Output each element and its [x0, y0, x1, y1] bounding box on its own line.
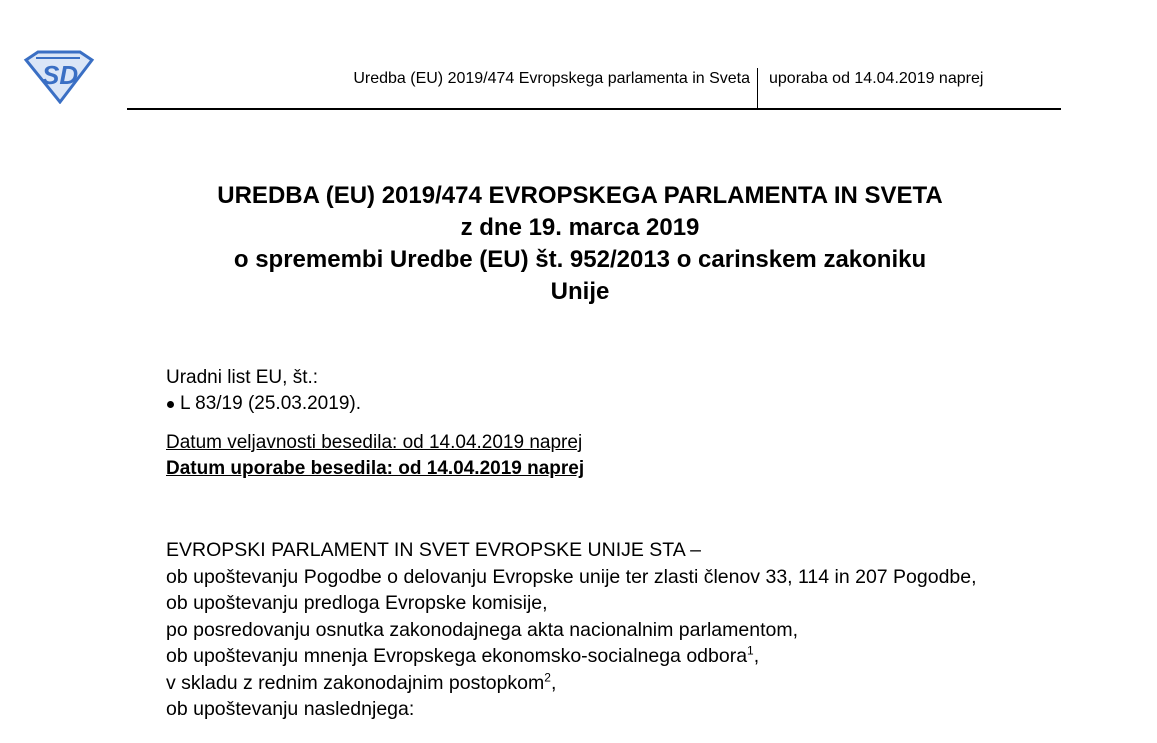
publication-item-text: L 83/19 (25.03.2019).	[180, 393, 361, 414]
title-line-2: z dne 19. marca 2019	[460, 214, 700, 241]
publication-label: Uradni list EU, št.:	[166, 367, 319, 388]
preamble-paragraph: ob upoštevanju naslednjega:	[166, 698, 415, 720]
header-divider	[757, 68, 758, 108]
validity-dates	[166, 430, 584, 482]
preamble-paragraph: EVROPSKI PARLAMENT IN SVET EVROPSKE UNIJE STA –	[166, 539, 701, 561]
sd-shield-logo-icon	[22, 48, 96, 104]
paragraph-end: ,	[550, 671, 557, 694]
paragraph-text: ob upoštevanju mnenja Evropskega ekonomsko-socialnega odbora	[166, 645, 748, 667]
publication-item	[166, 391, 361, 417]
title-line-4: Unije	[550, 278, 610, 305]
preamble-paragraph	[139, 670, 1019, 697]
document-body	[139, 537, 1019, 723]
page-header	[127, 66, 1061, 110]
footnote-ref-1[interactable]: 1	[747, 643, 754, 658]
paragraph-text: v skladu z rednim zakonodajnim postopkom	[166, 671, 545, 694]
preamble-paragraph: ob upoštevanju predloga Evropske komisije,	[166, 592, 548, 614]
paragraph-end: ,	[753, 645, 760, 667]
header-document-title: Uredba (EU) 2019/474 Evropskega parlamenta in Sveta	[353, 70, 750, 87]
preamble-paragraph	[139, 643, 1019, 670]
document-title	[140, 180, 1020, 308]
publication-info	[166, 365, 361, 417]
validity-date: Datum veljavnosti besedila: od 14.04.2019 naprej	[166, 432, 583, 453]
application-date: Datum uporabe besedila: od 14.04.2019 naprej	[166, 458, 585, 479]
title-line-3: o spremembi Uredbe (EU) št. 952/2013 o carinskem zakoniku	[233, 246, 927, 273]
title-line-1: UREDBA (EU) 2019/474 EVROPSKEGA PARLAMENTA IN SVETA	[217, 182, 943, 209]
footnote-ref-2[interactable]: 2	[544, 670, 551, 684]
preamble-paragraph: po posredovanju osnutka zakonodajnega akta nacionalnim parlamentom,	[166, 618, 798, 641]
svg-text:SD: SD	[42, 60, 79, 90]
bullet-icon	[167, 401, 174, 408]
header-application-date: uporaba od 14.04.2019 naprej	[769, 70, 984, 87]
preamble-paragraph: ob upoštevanju Pogodbe o delovanju Evropske unije ter zlasti členov 33, 114 in 207 Pogodbe,	[166, 565, 977, 588]
